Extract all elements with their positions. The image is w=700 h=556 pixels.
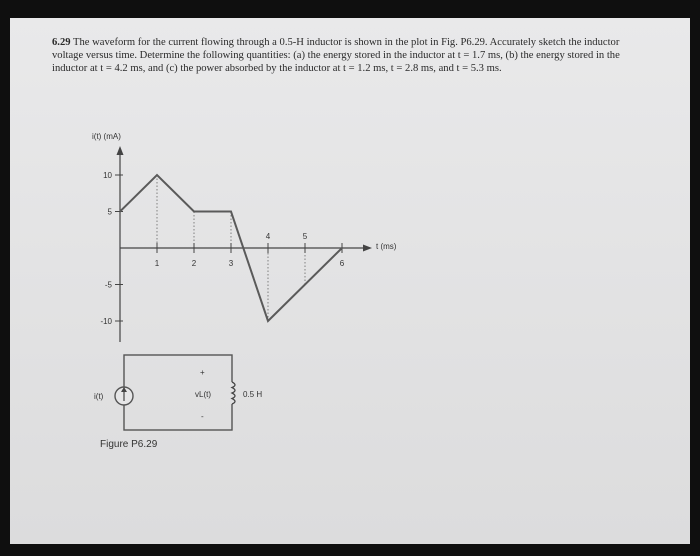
inductor-label: 0.5 H (243, 390, 263, 399)
x-tick-label: 1 (154, 259, 160, 268)
problem-body: The waveform for the current flowing through a 0.5-H inductor is shown in the plot in Fig. P6.29. Accurately sketch the inductor voltage versus time. Determine the following quantities: (a) the energy stored in the inductor at t = 1.7 ms, (b) the energy stored in the inductor at t = 4.2 ms, and (c) the power absorbed by the inductor at t = 1.2 ms, t = 2.8 ms, and t = 5.3 ms. (52, 37, 620, 74)
x-tick-label: 3 (228, 259, 234, 268)
y-tick-label: -10 (100, 317, 112, 326)
y-tick-label: 10 (103, 171, 112, 180)
plus-sign: + (200, 368, 205, 377)
minus-sign: - (201, 412, 204, 421)
y-axis-arrow (117, 146, 124, 155)
voltage-label: vL(t) (195, 390, 211, 399)
x-axis-arrow (363, 245, 372, 252)
y-axis-label: i(t) (mA) (92, 132, 121, 141)
y-tick-label: 5 (107, 207, 112, 217)
x-axis-label: t (ms) (376, 242, 397, 251)
x-tick-label: 4 (265, 232, 271, 241)
x-tick-label: 2 (191, 259, 197, 268)
x-tick-label: 6 (339, 259, 345, 268)
x-tick-label: 5 (302, 232, 308, 241)
figure-caption: Figure P6.29 (100, 439, 158, 450)
y-tick-label: -5 (104, 280, 112, 290)
circuit-diagram (94, 355, 262, 430)
problem-number: 6.29 (52, 37, 71, 48)
source-label: i(t) (94, 392, 104, 401)
circuit-wire (124, 355, 232, 430)
current-waveform-chart (92, 132, 397, 342)
